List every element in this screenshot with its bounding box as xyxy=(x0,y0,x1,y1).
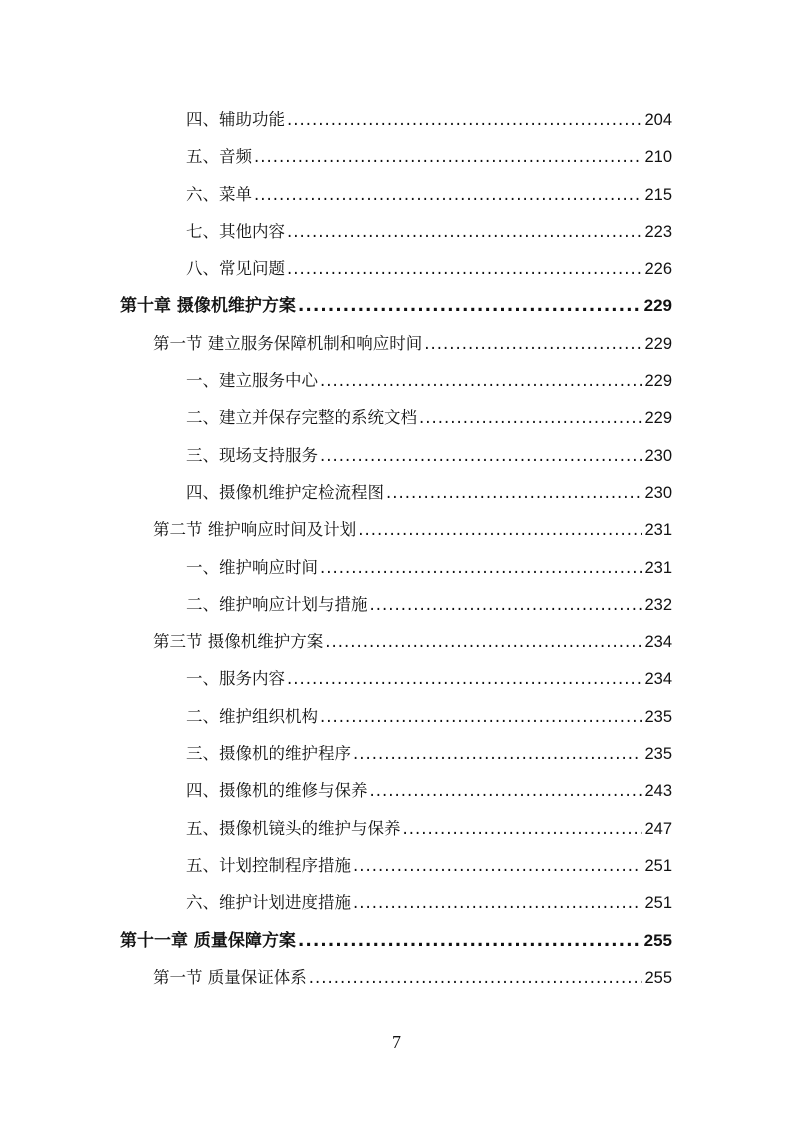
toc-item[interactable] xyxy=(0,884,672,921)
toc-item[interactable] xyxy=(0,213,672,250)
toc-entry-title: 一、建立服务中心 xyxy=(186,371,318,391)
toc-section[interactable] xyxy=(0,511,672,548)
dot-leader xyxy=(287,213,642,250)
toc-item[interactable] xyxy=(0,660,672,697)
dot-leader xyxy=(403,810,643,847)
toc-item[interactable] xyxy=(0,399,672,436)
toc-entry-title: 七、其他内容 xyxy=(186,221,285,241)
toc-item[interactable] xyxy=(0,772,672,809)
toc-item[interactable] xyxy=(0,810,672,847)
toc-entry-page: 234 xyxy=(644,633,672,652)
toc-entry-page: 210 xyxy=(644,148,672,167)
toc-entry-page: 251 xyxy=(644,856,672,875)
toc-entry-page: 223 xyxy=(644,222,672,241)
toc-section[interactable] xyxy=(0,623,672,660)
toc-entry-title: 六、菜单 xyxy=(186,184,252,204)
toc-entry-title: 二、维护组织机构 xyxy=(186,706,318,726)
toc-entry-title: 第十章 摄像机维护方案 xyxy=(120,296,296,317)
toc-entry-title: 二、建立并保存完整的系统文档 xyxy=(186,408,417,428)
dot-leader xyxy=(254,176,642,213)
toc-entry-title: 三、摄像机的维护程序 xyxy=(186,744,351,764)
toc-entry-page: 231 xyxy=(644,521,672,540)
dot-leader xyxy=(325,623,642,660)
toc-entry-page: 229 xyxy=(644,334,672,353)
dot-leader xyxy=(424,325,642,362)
dot-leader xyxy=(353,735,642,772)
toc-chapter[interactable] xyxy=(0,922,672,959)
toc-section[interactable] xyxy=(0,959,672,996)
dot-leader xyxy=(287,660,642,697)
toc-entry-page: 230 xyxy=(644,446,672,465)
toc-item[interactable] xyxy=(0,549,672,586)
toc-entry-title: 一、服务内容 xyxy=(186,669,285,689)
toc-entry-title: 一、维护响应时间 xyxy=(186,557,318,577)
toc-entry-title: 三、现场支持服务 xyxy=(186,445,318,465)
dot-leader xyxy=(370,586,643,623)
toc-entry-title: 四、摄像机维护定检流程图 xyxy=(186,482,384,502)
toc-chapter[interactable] xyxy=(0,287,672,324)
dot-leader xyxy=(320,698,642,735)
dot-leader xyxy=(370,772,643,809)
dot-leader xyxy=(298,923,642,960)
toc-section[interactable] xyxy=(0,325,672,362)
toc-item[interactable] xyxy=(0,176,672,213)
toc-entry-page: 247 xyxy=(644,819,672,838)
toc-entry-page: 243 xyxy=(644,782,672,801)
toc-entry-page: 255 xyxy=(644,968,672,987)
table-of-contents xyxy=(0,101,793,996)
toc-entry-page: 229 xyxy=(643,296,672,316)
dot-leader xyxy=(287,250,642,287)
toc-entry-title: 五、音频 xyxy=(186,147,252,167)
toc-entry-page: 235 xyxy=(644,745,672,764)
toc-entry-page: 229 xyxy=(644,372,672,391)
toc-item[interactable] xyxy=(0,437,672,474)
toc-entry-page: 251 xyxy=(644,894,672,913)
toc-entry-page: 215 xyxy=(644,185,672,204)
dot-leader xyxy=(320,549,642,586)
toc-entry-title: 五、摄像机镜头的维护与保养 xyxy=(186,818,401,838)
dot-leader xyxy=(320,437,642,474)
dot-leader xyxy=(254,138,642,175)
toc-item[interactable] xyxy=(0,101,672,138)
dot-leader xyxy=(298,288,642,325)
toc-item[interactable] xyxy=(0,847,672,884)
toc-entry-page: 234 xyxy=(644,670,672,689)
toc-entry-page: 231 xyxy=(644,558,672,577)
toc-entry-title: 五、计划控制程序措施 xyxy=(186,855,351,875)
toc-item[interactable] xyxy=(0,362,672,399)
toc-entry-page: 204 xyxy=(644,111,672,129)
toc-entry-title: 第三节 摄像机维护方案 xyxy=(153,632,324,652)
toc-entry-title: 八、常见问题 xyxy=(186,259,285,279)
toc-item[interactable] xyxy=(0,698,672,735)
toc-item[interactable] xyxy=(0,586,672,623)
dot-leader xyxy=(309,959,643,996)
toc-entry-title: 第一节 质量保证体系 xyxy=(153,967,307,987)
toc-entry-title: 第二节 维护响应时间及计划 xyxy=(153,520,357,540)
dot-leader xyxy=(419,399,642,436)
toc-item[interactable] xyxy=(0,735,672,772)
toc-entry-title: 六、维护计划进度措施 xyxy=(186,893,351,913)
toc-entry-page: 232 xyxy=(644,595,672,614)
toc-item[interactable] xyxy=(0,138,672,175)
toc-entry-page: 235 xyxy=(644,707,672,726)
dot-leader xyxy=(386,474,642,511)
toc-item[interactable] xyxy=(0,250,672,287)
toc-entry-page: 230 xyxy=(644,483,672,502)
toc-entry-page: 255 xyxy=(643,930,672,950)
toc-entry-title: 四、辅助功能 xyxy=(186,110,285,129)
dot-leader xyxy=(358,511,642,548)
toc-entry-page: 226 xyxy=(644,260,672,279)
dot-leader xyxy=(353,884,642,921)
toc-entry-title: 第一节 建立服务保障机制和响应时间 xyxy=(153,333,423,353)
dot-leader xyxy=(353,847,642,884)
dot-leader xyxy=(320,362,642,399)
toc-entry-page: 229 xyxy=(644,409,672,428)
toc-entry-title: 四、摄像机的维修与保养 xyxy=(186,781,368,801)
toc-item[interactable] xyxy=(0,474,672,511)
toc-entry-title: 二、维护响应计划与措施 xyxy=(186,594,368,614)
page-number: 7 xyxy=(392,1032,401,1052)
toc-entry-title: 第十一章 质量保障方案 xyxy=(120,930,296,951)
dot-leader xyxy=(287,101,642,138)
